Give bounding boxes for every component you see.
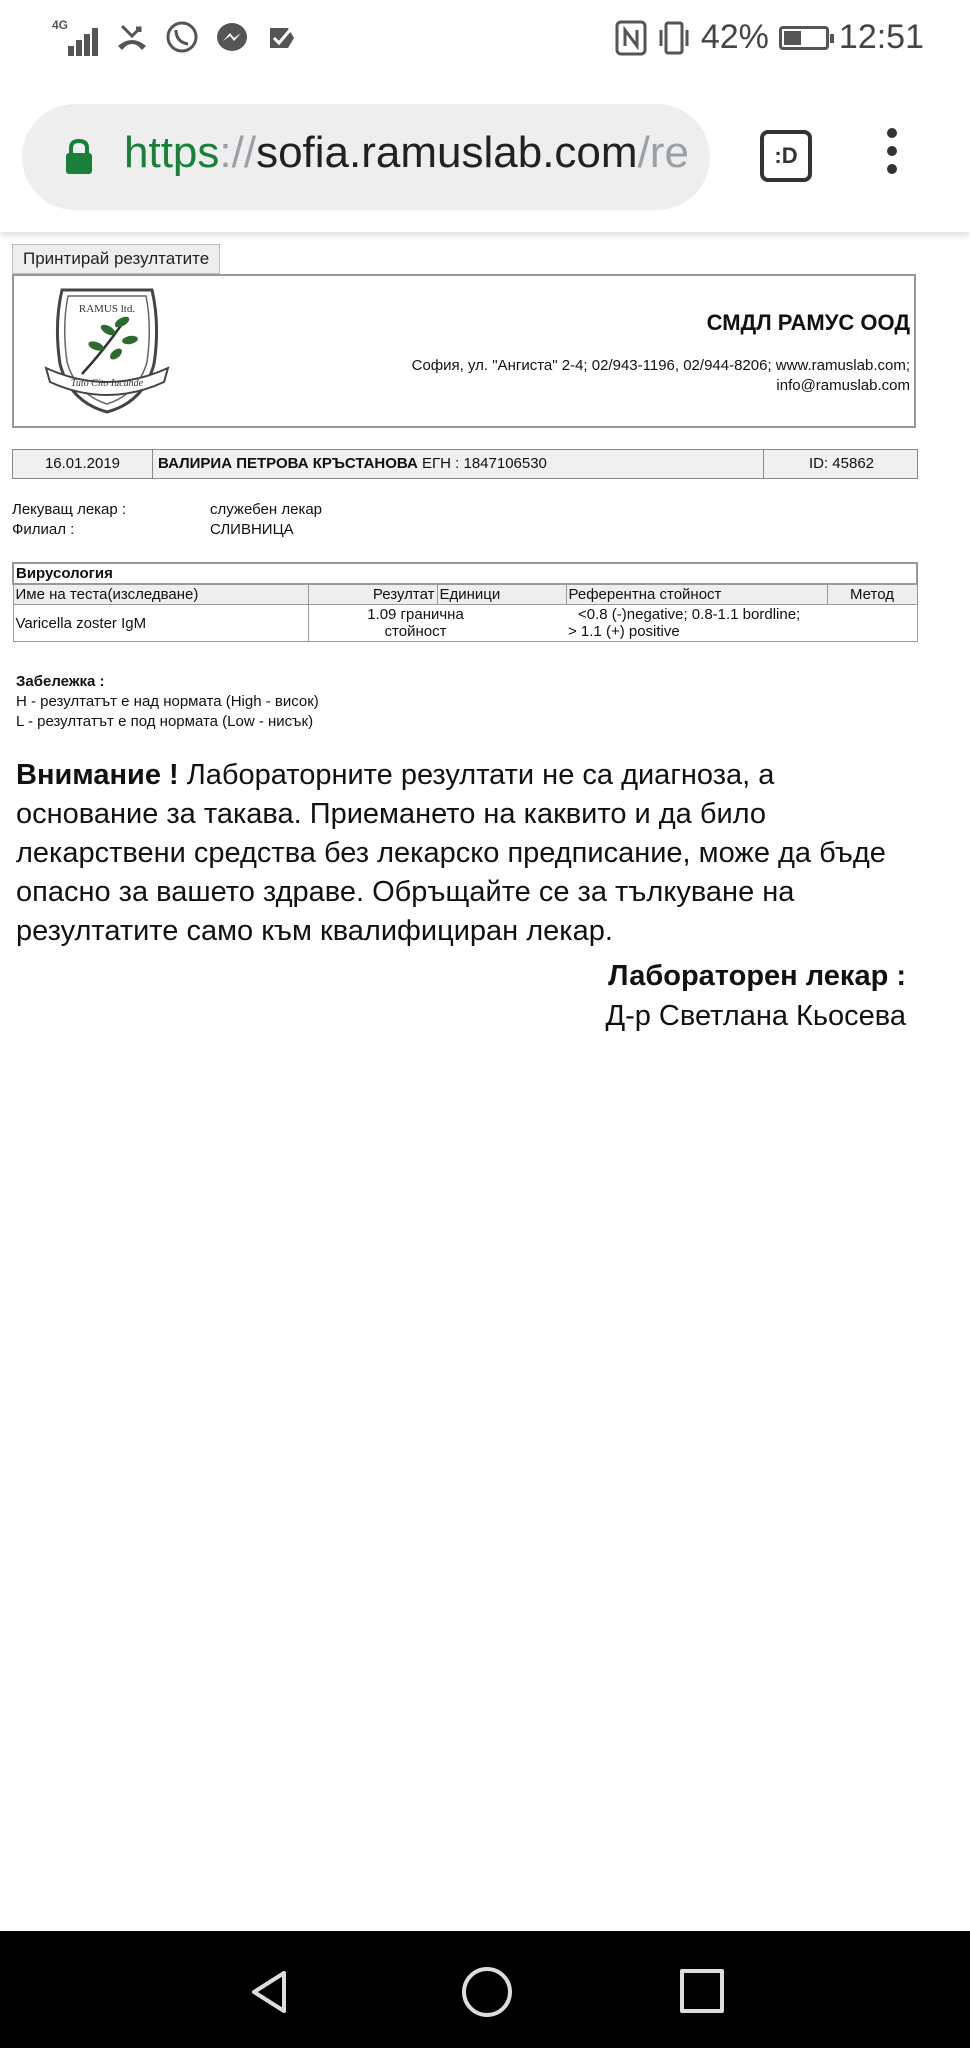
signer: Лабораторен лекар : Д-р Светлана Кьосева: [605, 960, 906, 1032]
print-results-button[interactable]: Принтирай резултатите: [12, 244, 220, 274]
lab-header: [12, 274, 916, 428]
recent-apps-icon[interactable]: [680, 1969, 724, 2013]
section-title: Вирусология: [13, 563, 917, 584]
lock-icon: [64, 138, 94, 176]
patient-info: ВАЛИРИА ПЕТРОВА КРЪСТАНОВА ЕГН : 1847106530: [154, 450, 764, 478]
back-icon[interactable]: [248, 1969, 290, 2015]
url-text[interactable]: https://sofia.ramuslab.com/re: [124, 128, 689, 177]
address-bar[interactable]: [22, 104, 710, 210]
missed-call-icon: [114, 20, 150, 56]
report-meta: Лекуващ лекар : служебен лекар Филиал : СЛИВНИЦА: [12, 501, 323, 538]
lab-logo: [42, 284, 172, 418]
signal-icon: 4G: [50, 18, 100, 58]
navigation-bar: [0, 1931, 970, 2048]
table-header: Име на теста(изследване) Резултат Единици Референтна стойност Метод: [13, 584, 917, 605]
battery-icon: [779, 26, 829, 50]
viber-icon: [164, 20, 200, 56]
vibrate-icon: [657, 20, 691, 56]
report-id: ID: 45862: [808, 455, 875, 472]
warning-text: Внимание ! Лабораторните резултати не са диагноза, а основание за такава. Приемането на каквито и да било лекарствени средства без лекарско предписание, може да бъде опасно за вашето здраве. Обръщайте се за тълкуване на резултатите само към квалифициран лекар.: [16, 759, 886, 947]
svg-text:RAMUS ltd.: RAMUS ltd.: [78, 303, 136, 315]
svg-text:Tuto Cito Iucunde: Tuto Cito Iucunde: [70, 378, 144, 389]
nfc-icon: [615, 20, 647, 56]
home-icon[interactable]: [462, 1967, 512, 2017]
tabs-icon[interactable]: :D: [760, 130, 812, 182]
status-bar: [0, 0, 970, 82]
browser-toolbar: [0, 82, 970, 232]
results-table: [12, 562, 918, 642]
lab-name: СМДЛ РАМУС ООД: [706, 310, 910, 335]
battery-percent: 42%: [700, 18, 769, 56]
table-row: Varicella zoster IgM 1.09 гранична стойност <0.8 (-)negative; 0.8-1.1 bordline; > 1.1 (+) positive: [13, 605, 917, 642]
patient-row: [12, 449, 918, 479]
check-icon: [264, 20, 300, 56]
clock: 12:51: [838, 18, 924, 56]
lab-address: София, ул. "Ангиста" 2-4; 02/943-1196, 02/944-8206; www.ramuslab.com; info@ramuslab.com: [411, 357, 910, 394]
report-date: 16.01.2019: [13, 450, 153, 478]
notes: Забележка : H - резултатът е над нормата (High - висок) L - резултатът е под нормата (Low - нисък): [16, 673, 319, 730]
messenger-icon: [214, 20, 250, 56]
menu-icon[interactable]: [882, 128, 902, 184]
